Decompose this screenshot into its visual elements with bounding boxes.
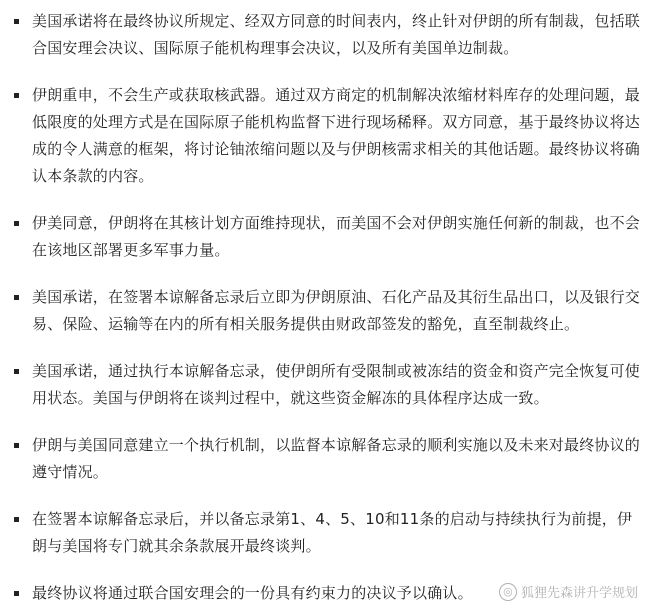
list-item — [0, 432, 650, 486]
list-item — [0, 82, 650, 190]
list-item — [0, 284, 650, 338]
list-item — [0, 358, 650, 412]
list-item-text: 伊朗与美国同意建立一个执行机制，以监督本谅解备忘录的顺利实施以及未来对最终协议的遵守情况。 — [32, 436, 641, 481]
bullet-icon — [14, 93, 19, 98]
list-item — [0, 506, 650, 560]
list-item-text: 美国承诺，在签署本谅解备忘录后立即为伊朗原油、石化产品及其衍生品出口，以及银行交易、保险、运输等在内的所有相关服务提供由财政部签发的豁免，直至制裁终止。 — [32, 288, 641, 333]
list-item-text: 最终协议将通过联合国安理会的一份具有约束力的决议予以确认。 — [32, 584, 473, 602]
list-item — [0, 8, 650, 62]
bullet-icon — [14, 443, 19, 448]
bullet-icon — [14, 19, 19, 24]
list-item-text: 美国承诺，通过执行本谅解备忘录，使伊朗所有受限制或被冻结的资金和资产完全恢复可使用状态。美国与伊朗将在谈判过程中，就这些资金解冻的具体程序达成一致。 — [32, 362, 641, 407]
bullet-icon — [14, 517, 19, 522]
bullet-icon — [14, 591, 19, 596]
list-item — [0, 210, 650, 264]
list-item-text: 伊朗重申，不会生产或获取核武器。通过双方商定的机制解决浓缩材料库存的处理问题，最低限度的处理方式是在国际原子能机构监督下进行现场稀释。双方同意，基于最终协议将达成的令人满意的框架，将讨论铀浓缩问题以及与伊朗核需求相关的其他话题。最终协议将确认本条款的内容。 — [32, 86, 641, 185]
list-item-text: 伊美同意，伊朗将在其核计划方面维持现状，而美国不会对伊朗实施任何新的制裁，也不会在该地区部署更多军事力量。 — [32, 214, 641, 259]
watermark — [499, 582, 638, 601]
list-item-text: 在签署本谅解备忘录后，并以备忘录第1、4、5、10和11条的启动与持续执行为前提，伊朗与美国将专门就其余条款展开最终谈判。 — [32, 510, 633, 555]
bullet-icon — [14, 369, 19, 374]
list-item-text: 美国承诺将在最终协议所规定、经双方同意的时间表内，终止针对伊朗的所有制裁，包括联合国安理会决议、国际原子能机构理事会决议，以及所有美国单边制裁。 — [32, 12, 641, 57]
fox-logo-icon: ◎ — [499, 583, 517, 601]
bullet-icon — [14, 295, 19, 300]
watermark-text: 狐狸先森讲升学规划 — [520, 586, 638, 601]
bullet-icon — [14, 221, 19, 226]
